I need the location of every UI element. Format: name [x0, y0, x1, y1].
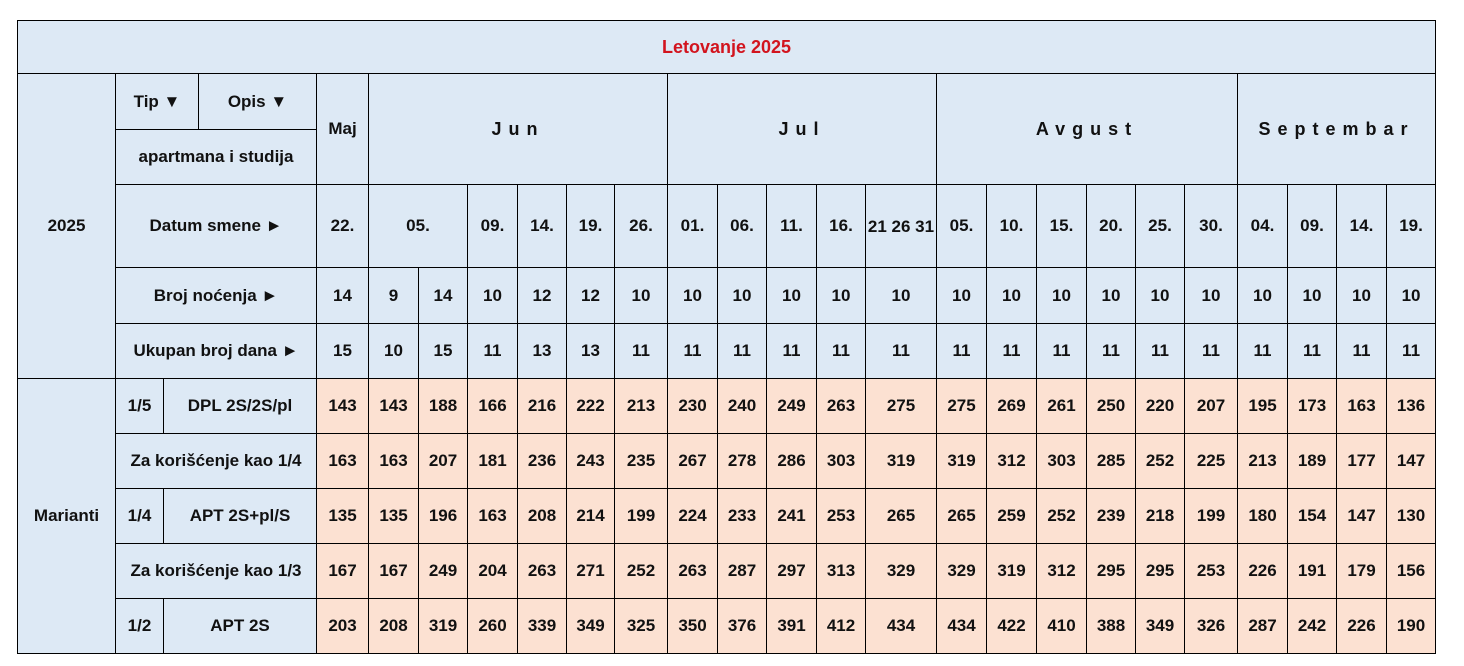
- days-cell: 11: [937, 324, 987, 379]
- price-cell: 130: [1387, 489, 1436, 544]
- price-cell: 208: [518, 489, 567, 544]
- price-cell: 278: [718, 434, 767, 489]
- price-cell: 422: [987, 599, 1037, 654]
- days-cell: 11: [1136, 324, 1185, 379]
- nights-cell: 10: [987, 268, 1037, 324]
- days-cell: 11: [767, 324, 817, 379]
- price-cell: 350: [668, 599, 718, 654]
- property-name: Marianti: [18, 379, 116, 654]
- days-cell: 11: [1238, 324, 1288, 379]
- price-cell: 147: [1387, 434, 1436, 489]
- price-cell: 339: [518, 599, 567, 654]
- price-cell: 143: [317, 379, 369, 434]
- nights-cell: 10: [1185, 268, 1238, 324]
- price-cell: 275: [937, 379, 987, 434]
- price-cell: 269: [987, 379, 1037, 434]
- price-cell: 240: [718, 379, 767, 434]
- nights-cell: 10: [1387, 268, 1436, 324]
- price-cell: 253: [1185, 544, 1238, 599]
- days-cell: 11: [1037, 324, 1087, 379]
- price-cell: 213: [1238, 434, 1288, 489]
- price-cell: 204: [468, 544, 518, 599]
- date-cell: 10.: [987, 185, 1037, 268]
- unit-description: DPL 2S/2S/pl: [164, 379, 317, 434]
- price-cell: 199: [615, 489, 668, 544]
- price-cell: 226: [1337, 599, 1387, 654]
- month-header: Jul: [668, 74, 937, 185]
- price-cell: 189: [1288, 434, 1337, 489]
- date-cell: 20.: [1087, 185, 1136, 268]
- nights-cell: 10: [767, 268, 817, 324]
- days-cell: 15: [419, 324, 468, 379]
- days-cell: 11: [817, 324, 866, 379]
- date-cell: 01.: [668, 185, 718, 268]
- price-cell: 313: [817, 544, 866, 599]
- price-cell: 230: [668, 379, 718, 434]
- year-cell: 2025: [18, 74, 116, 379]
- nights-cell: 10: [937, 268, 987, 324]
- price-cell: 147: [1337, 489, 1387, 544]
- price-cell: 233: [718, 489, 767, 544]
- price-cell: 303: [1037, 434, 1087, 489]
- price-cell: 250: [1087, 379, 1136, 434]
- price-cell: 224: [668, 489, 718, 544]
- price-cell: 287: [1238, 599, 1288, 654]
- price-cell: 391: [767, 599, 817, 654]
- days-cell: 11: [1337, 324, 1387, 379]
- price-cell: 267: [668, 434, 718, 489]
- nights-cell: 10: [1087, 268, 1136, 324]
- days-cell: 13: [567, 324, 615, 379]
- price-cell: 275: [866, 379, 937, 434]
- price-cell: 259: [987, 489, 1037, 544]
- ukupan-broj-dana-label: Ukupan broj dana ►: [116, 324, 317, 379]
- price-cell: 218: [1136, 489, 1185, 544]
- nights-cell: 10: [615, 268, 668, 324]
- days-cell: 11: [668, 324, 718, 379]
- unit-type: 1/2: [116, 599, 164, 654]
- nights-cell: 12: [518, 268, 567, 324]
- price-cell: 319: [937, 434, 987, 489]
- price-cell: 222: [567, 379, 615, 434]
- datum-smene-label: Datum smene ►: [116, 185, 317, 268]
- price-cell: 136: [1387, 379, 1436, 434]
- days-cell: 15: [317, 324, 369, 379]
- price-cell: 271: [567, 544, 615, 599]
- price-cell: 154: [1288, 489, 1337, 544]
- date-cell: 26.: [615, 185, 668, 268]
- price-cell: 143: [369, 379, 419, 434]
- date-cell: 09.: [1288, 185, 1337, 268]
- price-cell: 319: [987, 544, 1037, 599]
- date-cell: 30.: [1185, 185, 1238, 268]
- price-cell: 252: [615, 544, 668, 599]
- unit-description: APT 2S: [164, 599, 317, 654]
- days-cell: 11: [987, 324, 1037, 379]
- price-cell: 177: [1337, 434, 1387, 489]
- price-cell: 135: [369, 489, 419, 544]
- price-cell: 156: [1387, 544, 1436, 599]
- subtitle-header: apartmana i studija: [116, 130, 317, 185]
- days-cell: 11: [468, 324, 518, 379]
- price-cell: 285: [1087, 434, 1136, 489]
- nights-cell: 10: [1136, 268, 1185, 324]
- price-cell: 265: [866, 489, 937, 544]
- price-cell: 163: [1337, 379, 1387, 434]
- price-table: [17, 20, 1436, 654]
- date-cell: 16.: [817, 185, 866, 268]
- nights-cell: 14: [419, 268, 468, 324]
- price-cell: 167: [369, 544, 419, 599]
- nights-cell: 14: [317, 268, 369, 324]
- price-cell: 243: [567, 434, 615, 489]
- price-cell: 239: [1087, 489, 1136, 544]
- price-cell: 260: [468, 599, 518, 654]
- price-cell: 434: [866, 599, 937, 654]
- price-cell: 325: [615, 599, 668, 654]
- nights-cell: 10: [1337, 268, 1387, 324]
- nights-cell: 10: [1037, 268, 1087, 324]
- date-cell: 11.: [767, 185, 817, 268]
- price-cell: 188: [419, 379, 468, 434]
- price-cell: 263: [668, 544, 718, 599]
- price-cell: 286: [767, 434, 817, 489]
- price-cell: 167: [317, 544, 369, 599]
- usage-label: Za korišćenje kao 1/4: [116, 434, 317, 489]
- price-cell: 319: [866, 434, 937, 489]
- price-cell: 214: [567, 489, 615, 544]
- price-cell: 295: [1087, 544, 1136, 599]
- price-cell: 329: [866, 544, 937, 599]
- price-cell: 242: [1288, 599, 1337, 654]
- price-cell: 180: [1238, 489, 1288, 544]
- month-header: Maj: [317, 74, 369, 185]
- price-cell: 287: [718, 544, 767, 599]
- price-cell: 207: [1185, 379, 1238, 434]
- price-cell: 312: [987, 434, 1037, 489]
- nights-cell: 10: [1288, 268, 1337, 324]
- price-cell: 295: [1136, 544, 1185, 599]
- price-cell: 329: [937, 544, 987, 599]
- nights-cell: 10: [668, 268, 718, 324]
- price-cell: 207: [419, 434, 468, 489]
- days-cell: 11: [1087, 324, 1136, 379]
- price-cell: 195: [1238, 379, 1288, 434]
- days-cell: 11: [718, 324, 767, 379]
- nights-cell: 10: [817, 268, 866, 324]
- price-cell: 249: [419, 544, 468, 599]
- price-cell: 225: [1185, 434, 1238, 489]
- price-cell: 208: [369, 599, 419, 654]
- price-cell: 388: [1087, 599, 1136, 654]
- price-cell: 303: [817, 434, 866, 489]
- date-cell: 04.: [1238, 185, 1288, 268]
- price-cell: 410: [1037, 599, 1087, 654]
- price-cell: 213: [615, 379, 668, 434]
- nights-cell: 9: [369, 268, 419, 324]
- nights-cell: 10: [1238, 268, 1288, 324]
- days-cell: 13: [518, 324, 567, 379]
- date-cell: 05.: [937, 185, 987, 268]
- days-cell: 10: [369, 324, 419, 379]
- price-cell: 196: [419, 489, 468, 544]
- days-cell: 11: [1288, 324, 1337, 379]
- date-cell: 21 26 31: [866, 185, 937, 268]
- date-cell: 05.: [369, 185, 468, 268]
- month-header: Septembar: [1238, 74, 1436, 185]
- price-cell: 253: [817, 489, 866, 544]
- price-cell: 261: [1037, 379, 1087, 434]
- price-cell: 319: [419, 599, 468, 654]
- price-cell: 326: [1185, 599, 1238, 654]
- price-cell: 434: [937, 599, 987, 654]
- price-cell: 241: [767, 489, 817, 544]
- price-cell: 249: [767, 379, 817, 434]
- date-cell: 09.: [468, 185, 518, 268]
- price-cell: 236: [518, 434, 567, 489]
- usage-label: Za korišćenje kao 1/3: [116, 544, 317, 599]
- price-cell: 263: [518, 544, 567, 599]
- price-cell: 235: [615, 434, 668, 489]
- date-cell: 06.: [718, 185, 767, 268]
- date-cell: 19.: [567, 185, 615, 268]
- price-cell: 220: [1136, 379, 1185, 434]
- nights-cell: 10: [866, 268, 937, 324]
- price-cell: 190: [1387, 599, 1436, 654]
- unit-type: 1/4: [116, 489, 164, 544]
- price-cell: 216: [518, 379, 567, 434]
- month-header: Avgust: [937, 74, 1238, 185]
- unit-type: 1/5: [116, 379, 164, 434]
- days-cell: 11: [866, 324, 937, 379]
- price-cell: 173: [1288, 379, 1337, 434]
- days-cell: 11: [615, 324, 668, 379]
- nights-cell: 10: [468, 268, 518, 324]
- date-cell: 15.: [1037, 185, 1087, 268]
- price-cell: 349: [567, 599, 615, 654]
- date-cell: 19.: [1387, 185, 1436, 268]
- nights-cell: 12: [567, 268, 615, 324]
- price-cell: 265: [937, 489, 987, 544]
- nights-cell: 10: [718, 268, 767, 324]
- price-cell: 199: [1185, 489, 1238, 544]
- price-cell: 163: [468, 489, 518, 544]
- date-cell: 14.: [518, 185, 567, 268]
- price-cell: 252: [1037, 489, 1087, 544]
- broj-nocenja-label: Broj noćenja ►: [116, 268, 317, 324]
- price-cell: 179: [1337, 544, 1387, 599]
- date-cell: 14.: [1337, 185, 1387, 268]
- days-cell: 11: [1387, 324, 1436, 379]
- price-cell: 191: [1288, 544, 1337, 599]
- price-cell: 412: [817, 599, 866, 654]
- price-cell: 252: [1136, 434, 1185, 489]
- price-cell: 163: [317, 434, 369, 489]
- price-cell: 297: [767, 544, 817, 599]
- table-title: Letovanje 2025: [18, 21, 1436, 74]
- price-cell: 135: [317, 489, 369, 544]
- opis-header: Opis ▼: [199, 74, 317, 130]
- price-cell: 263: [817, 379, 866, 434]
- price-cell: 166: [468, 379, 518, 434]
- price-cell: 203: [317, 599, 369, 654]
- price-cell: 376: [718, 599, 767, 654]
- tip-header: Tip ▼: [116, 74, 199, 130]
- price-cell: 312: [1037, 544, 1087, 599]
- days-cell: 11: [1185, 324, 1238, 379]
- price-cell: 226: [1238, 544, 1288, 599]
- month-header: Jun: [369, 74, 668, 185]
- unit-description: APT 2S+pl/S: [164, 489, 317, 544]
- price-cell: 181: [468, 434, 518, 489]
- price-cell: 349: [1136, 599, 1185, 654]
- date-cell: 25.: [1136, 185, 1185, 268]
- price-table-wrapper: [17, 20, 1436, 654]
- price-cell: 163: [369, 434, 419, 489]
- date-cell: 22.: [317, 185, 369, 268]
